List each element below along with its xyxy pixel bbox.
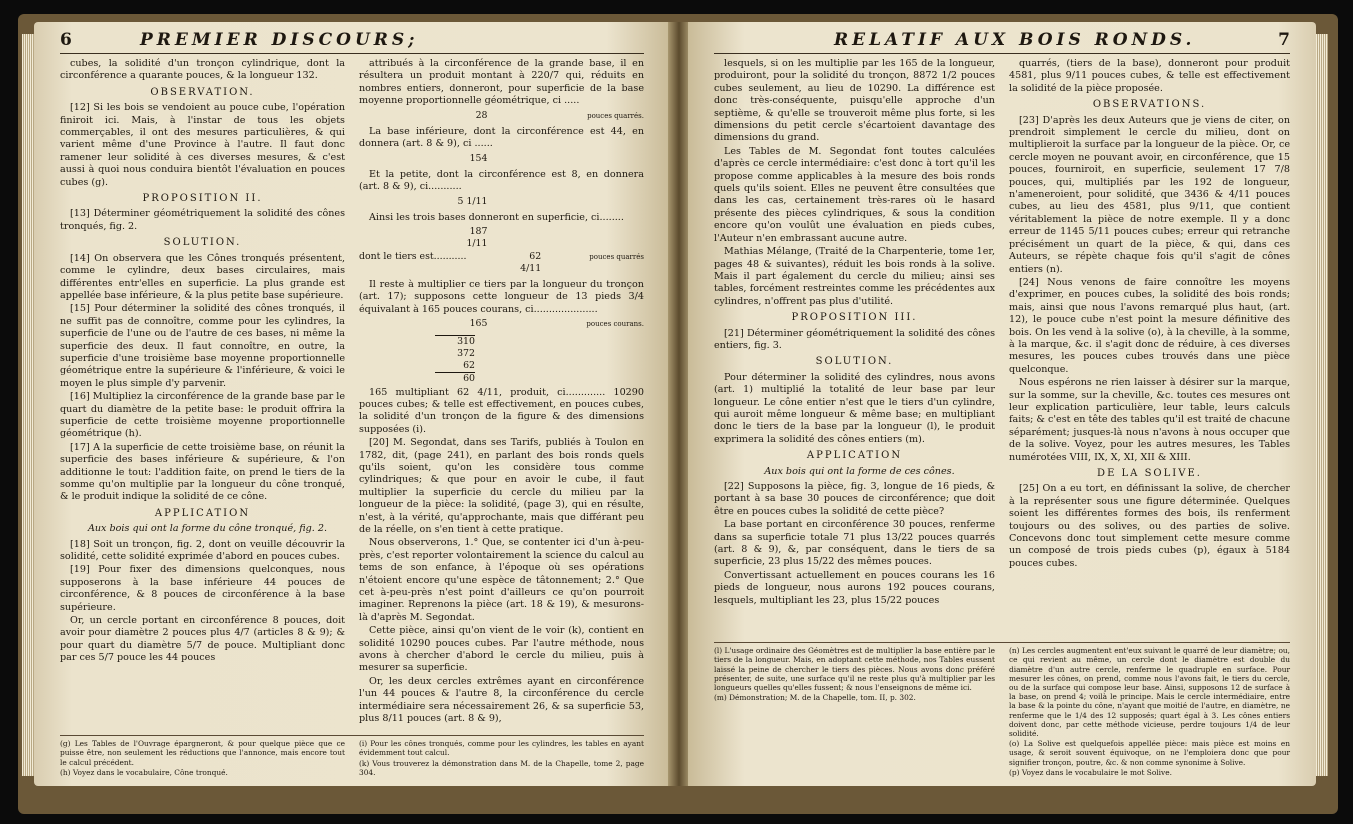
footnote: (m) Démonstration; M. de la Chapelle, tom. II, p. 302. xyxy=(714,693,916,703)
paragraph: Cette pièce, ainsi qu'on vient de le voir (k), contient en solidité 10290 pouces cubes. Par l'autre méthode, nous avons à chercher d'abord le cercle du milieu, puis à mesurer sa superficie. xyxy=(359,625,644,674)
calc-row xyxy=(359,251,644,275)
section-heading: APPLICATION xyxy=(806,450,903,462)
calc-value: 62 4/11 xyxy=(520,250,542,274)
paragraph: Or, les deux cercles extrêmes ayant en circonférence l'un 44 pouces & l'autre 8, la circonférence du cercle intermédiaire sera nécessairement 26, & sa superficie 53, plus 8/11 pouces (art. 8 & 9), xyxy=(359,675,644,725)
calc-value: 5 1/11 xyxy=(457,195,488,207)
calc-unit: pouces courans. xyxy=(586,320,644,329)
calc-row xyxy=(359,153,644,165)
partial-product: 60 xyxy=(435,372,475,385)
calc-line xyxy=(359,110,644,122)
paragraph: [16] Multipliez la circonférence de la grande base par le quart du diamètre de la petite base: le produit offrira la superficie de cette troisième moyenne proportionnelle géométrique (h). xyxy=(60,391,345,440)
paragraph: [18] Soit un tronçon, fig. 2, dont on veuille découvrir la solidité, cette solidité exprimée d'abord en pouces cubes. xyxy=(60,538,345,563)
paragraph: [15] Pour déterminer la solidité des cônes tronqués, il ne suffit pas de connoître, comme pour les cylindres, la superficie de l'une ou de l'autre de ces bases, ni même la superficie des deux. Il faut connoître, en outre, la superficie d'une troisième base moyenne proportionnelle géométrique entre la supérieure & l'inférieure, & voici le moyen le plus simple d'y parvenir. xyxy=(60,303,345,389)
section-heading: OBSERVATION. xyxy=(150,86,255,98)
paragraph: [24] Nous venons de faire connoître les moyens d'exprimer, en pouces cubes, la solidité des bois ronds; mais, ainsi que nous l'avons remarqué plus haut, (art. 12), le pouce cube n'est point la mesure définitive des bois. On les vend à la solive (o), à la cheville, à la somme, à la marque, &c. il s'agit donc de réduire, à ces diverses mesures, les pouces cubes trouvés dans une pièce quelconque. xyxy=(1009,276,1290,375)
calc-line xyxy=(359,318,644,330)
calc-unit xyxy=(582,196,644,208)
calc-line xyxy=(359,153,644,165)
paragraph: La base portant en circonférence 30 pouces, renferme dans sa superficie totale 71 plus 13/22 pouces quarrés (art. 8 & 9), &, par conséquent, dans le tiers de sa superficie, 23 plus 15/22 des mêmes pouces. xyxy=(714,519,995,568)
footnote: (k) Vous trouverez la démonstration dans M. de la Chapelle, tome 2, page 304. xyxy=(359,758,644,777)
section-heading: PROPOSITION II. xyxy=(142,193,263,205)
header-rule xyxy=(60,53,644,54)
right-running-head xyxy=(714,30,1290,52)
paragraph: [23] D'après les deux Auteurs que je viens de citer, on prendroit simplement le cercle du milieu, dont on multiplieroit la surface par la longueur de la pièce. Or, ce cercle moyen ne pouvant avoir, en circonférence, que 15 pouces, fourniroit, en superficie, seulement 17 7/8 pouces, qui, multipliés par les 192 de longueur, n'ameneroient, pour solidité, que 3436 & 4/11 pouces cubes, au lieu des 4581, plus 9/11, que contient véritablement la pièce de notre exemple. Il y a donc erreur de 1145 5/11 pouces cubes; erreur qui retranche précisément un quart de la pièce, & qui, dans ces Auteurs, se répète chaque fois qu'il s'agit de cônes entiers (n). xyxy=(1009,114,1290,275)
right-columns xyxy=(714,58,1290,668)
footnote: (i) Pour les cônes tronqués, comme pour les cylindres, les tables en ayant évidemment tout calcul. xyxy=(359,739,644,758)
running-title: RELATIF AUX BOIS RONDS. xyxy=(834,30,1196,50)
footnote: (h) Voyez dans le vocabulaire, Cône tronqué. xyxy=(60,767,228,777)
multiplication-column xyxy=(435,335,475,385)
paragraph: Nous observerons, 1.° Que, se contenter ici d'un à-peu-près, c'est reporter volontairement la science du calcul au tems de son enfance, à l'époque où ses opérations n'étoient encore qu'une espèce de tâtonnement; 2.° Que cet à-peu-près n'est point d'ailleurs ce qu'on pourroit imaginer. Reprenons la pièce (art. 18 & 19), & mesurons-là d'après M. Segondat. xyxy=(359,537,644,623)
paragraph: Or, un cercle portant en circonférence 8 pouces, doit avoir pour diamètre 2 pouces plus 4/7 (articles 8 & 9); & pour quart du diamètre 5/7 de pouce. Multipliant donc par ces 5/7 pouce les 44 pouces xyxy=(60,615,345,664)
paragraph: Ainsi les trois bases donneront en superficie, ci........ xyxy=(369,211,624,223)
right-page-edge xyxy=(1316,34,1328,776)
calc-line xyxy=(359,226,644,275)
running-title: PREMIER DISCOURS; xyxy=(140,30,419,50)
footnote: (n) Les cercles augmentent ent'eux suivant le quarré de leur diamètre; ou, ce qui revient au même, un cercle dont le diamètre est double du diamètre d'un autre cercle, renferme le quadruple en surface. Pour mesurer les cônes, on prend, comme nous l'avons fait, le tiers du cercle, ou de la surface qui compose leur base. Ainsi, supposons 12 de surface à la base, on prend 4; voilà le principe. Mais le cercle intermédiaire, entre la base & la pointe du cône, n'ayant que moitié de l'autre, en diamètre, ne renferme que le 1/4 des 12 supposés; quart égal à 3. Les cônes entiers doivent donc, par cette méthode vicieuse, perdre toujours 1/4 de leur solidité. xyxy=(1009,646,1290,738)
paragraph: 165 multipliant 62 4/11, produit, ci............. 10290 pouces cubes; & telle est effectivement, en pouces cubes, la solidité d'un tronçon de la figure & des dimensions supposées (i). xyxy=(359,386,644,435)
right-page xyxy=(688,22,1316,786)
paragraph: Pour déterminer la solidité des cylindres, nous avons (art. 1) multiplié la totalité de leur base par leur longueur. Le cône entier n'est que le tiers d'un cylindre, qui auroit même longueur & même base; en multipliant donc le tiers de la base par la longueur (l), le produit exprimera la solidité des cônes entiers (m). xyxy=(714,371,995,445)
left-page-edge xyxy=(22,34,34,776)
calc-label: dont le tiers est........... xyxy=(359,250,467,262)
left-running-head xyxy=(60,30,644,52)
footnote: (o) La Solive est quelquefois appellée pièce: mais pièce est moins en usage, & seroit souvent équivoque, on ne l'emploiera donc que pour signifier tronçon, poutre, &c. & non comme synonime à Solive. xyxy=(1009,739,1290,767)
paragraph: [22] Supposons la pièce, fig. 3, longue de 16 pieds, & portant à sa base 30 pouces de circonférence; que doit être en pouces cubes la solidité de cette pièce? xyxy=(714,481,995,517)
page-number: 6 xyxy=(60,30,72,50)
calc-row xyxy=(359,226,644,250)
section-heading: DE LA SOLIVE. xyxy=(1097,468,1202,479)
paragraph: Convertissant actuellement en pouces courans les 16 pieds de longueur, nous aurons 192 pouces courans, lesquels, multipliant les 23, plus 15/22 pouces xyxy=(714,569,995,606)
partial-product: 372 xyxy=(457,347,475,359)
section-heading: SOLUTION. xyxy=(163,237,242,249)
paragraph: [14] On observera que les Cônes tronqués présentent, comme le cylindre, deux bases circulaires, mais différentes entr'elles en superficie. La plus grande est appellée base inférieure, & la plus petite base supérieure. xyxy=(60,252,345,301)
calc-row xyxy=(359,196,644,208)
paragraph: attribués à la circonférence de la grande base, il en résultera un produit montant à 220/7 qui, réduits en nombres entiers, donneront, pour superficie de la base moyenne proportionnelle géométrique, ci ..... xyxy=(359,58,644,107)
partial-product: 62 xyxy=(463,359,475,371)
right-footnotes xyxy=(714,642,1290,778)
paragraph: Et la petite, dont la circonférence est 8, en donnera (art. 8 & 9), ci........... xyxy=(359,168,644,193)
calc-value: 187 1/11 xyxy=(466,226,488,250)
calc-value: 28 xyxy=(475,109,488,121)
calc-row xyxy=(359,110,644,122)
left-footnotes xyxy=(60,735,644,778)
paragraph: La base inférieure, dont la circonférence est 44, en donnera (art. 8 & 9), ci ...... xyxy=(359,125,644,150)
paragraph: [25] On a eu tort, en définissant la solive, de chercher à la représenter sous une figure déterminée. Quelques soient les différentes formes des bois, ils renferment toujours ou des solives, ou des parties de solive. Concevons donc tout simplement cette mesure comme un composé de trois pieds cubes (p), égaux à 5184 pouces cubes. xyxy=(1009,483,1290,569)
section-heading: OBSERVATIONS. xyxy=(1092,99,1207,111)
footnote: (p) Voyez dans le vocabulaire le mot Solive. xyxy=(1009,767,1172,777)
paragraph: Les Tables de M. Segondat font toutes calculées d'après ce cercle intermédiaire: c'est donc à tort qu'il les propose comme applicables à la mesure des bois ronds quels qu'ils soient. Elles ne peuvent être consultées que dans les cas, certainement très-rares où le hasard présente des pièces cylindriques, & sous la condition encore qu'on voulût une évaluation en pieds cubes, l'Auteur n'en embrassant aucune autre. xyxy=(714,145,995,244)
calc-value: 165 xyxy=(469,318,488,330)
paragraph: Il reste à multiplier ce tiers par la longueur du tronçon (art. 17); supposons cette longueur de 13 pieds 3/4 équivalant à 165 pouces courans, ci..................... xyxy=(359,279,644,315)
paragraph: [21] Déterminer géométriquement la solidité des cônes entiers, fig. 3. xyxy=(714,327,995,351)
paragraph: [13] Déterminer géométriquement la solidité des cônes tronqués, fig. 2. xyxy=(60,208,345,232)
partial-product: 310 xyxy=(435,335,475,348)
paragraph: Mathias Mélange, (Traité de la Charpenterie, tome 1er, pages 48 & suivantes), réduit les bois ronds à la solive. Mais il part également du cercle du milieu; ainsi ses tables, forcément restreintes comme les précédentes aux cylindres, n'offrent pas plus d'utilité. xyxy=(714,246,995,307)
left-page xyxy=(34,22,670,786)
section-heading: PROPOSITION III. xyxy=(791,312,918,324)
paragraph: [12] Si les bois se vendoient au pouce cube, l'opération finiroit ici. Mais, à l'instar de tous les objets commerçables, il ont des mesures particulières, & qui varient même d'une Province à l'autre. Il faut donc ramener leur solidité à ces diverses mesures, & c'est aussi à quoi nous conduira bientôt l'évaluation en pouces cubes (g). xyxy=(60,102,345,188)
calc-unit xyxy=(582,226,644,250)
right-column-1 xyxy=(714,58,995,668)
calc-value: 154 xyxy=(469,152,488,164)
paragraph: quarrés, (tiers de la base), donneront pour produit 4581, plus 9/11 pouces cubes, & telle est effectivement la solidité de la pièce proposée. xyxy=(1009,58,1290,94)
page-number: 7 xyxy=(1278,30,1290,50)
right-column-2 xyxy=(1009,58,1290,668)
calc-row xyxy=(359,318,644,330)
calc-line xyxy=(359,196,644,208)
paragraph: lesquels, si on les multiplie par les 165 de la longueur, produiront, pour la solidité du tronçon, 8872 1/2 pouces cubes seulement, au lieu de 10290. La différence est donc très-conséquente, puisqu'elle approche d'un septième, & qu'elle se trouveroit même plus forte, si les dimensions du petit cercle s'écartoient davantage des dimensions du grand. xyxy=(714,58,995,144)
paragraph: [17] A la superficie de cette troisième base, on réunit la superficie des bases inférieure & supérieure, & l'on additionne le tout: l'addition faite, on prend le tiers de la somme qu'on multiplie par la longueur du cône tronqué, & le produit indique la solidité de ce cône. xyxy=(60,441,345,503)
book-gutter xyxy=(668,22,690,786)
paragraph: Nous espérons ne rien laisser à désirer sur la marque, sur la somme, sur la cheville, &c. toutes ces mesures ont leur explication particulière, leur table, leurs calculs faits; & c'est en tête des tables qu'il est traité de chacune séparément; jusques-là nous n'avons à nous occuper que de la solive. Voyez, pour les autres mesures, les Tables numérotées VIII, IX, X, XI, XII & XIII. xyxy=(1009,377,1290,463)
header-rule xyxy=(714,53,1290,54)
calc-unit: pouces quarrés xyxy=(589,252,644,261)
calc-unit: pouces quarrés. xyxy=(587,111,644,120)
section-heading: SOLUTION. xyxy=(815,356,894,368)
paragraph: cubes, la solidité d'un tronçon cylindrique, dont la circonférence a quarante pouces, & la longueur 132. xyxy=(60,58,345,82)
left-columns xyxy=(60,58,644,725)
left-column-2 xyxy=(359,58,644,725)
section-subtitle: Aux bois qui ont la forme de ces cônes. xyxy=(764,465,955,477)
footnote: (l) L'usage ordinaire des Géomètres est de multiplier la base entière par le tiers de la longueur. Mais, en adoptant cette méthode, nos Tables eussent laissé la peine de chercher le tiers des pièces. Nous avons donc préféré présenter, de suite, une surface qu'il ne reste plus qu'à multiplier par les longueurs quelles qu'elles fussent; & nous l'enseignons de même ici. xyxy=(714,646,995,692)
section-heading: APPLICATION xyxy=(154,507,251,519)
calc-unit xyxy=(582,153,644,165)
footnote: (g) Les Tables de l'Ouvrage épargneront, & pour quelque pièce que ce puisse être, non seulement les réductions que l'annonce, mais encore tout le calcul précédent. xyxy=(60,739,345,767)
paragraph: [20] M. Segondat, dans ses Tarifs, publiés à Toulon en 1782, dit, (page 241), en parlant des bois ronds quels qu'ils soient, qu'on les considère tous comme cylindriques; & que pour en avoir le cube, il faut multiplier la superficie du cercle du milieu par la longueur de la pièce: la solidité, (page 3), qui en résulte, n'est, à la vérité, qu'approchante, mais que différant peu de la réelle, on s'en tient à cette pratique. xyxy=(359,437,644,535)
section-subtitle: Aux bois qui ont la forme du cône tronqué, fig. 2. xyxy=(87,523,328,535)
paragraph: [19] Pour fixer des dimensions quelconques, nous supposerons à la base inférieure 44 pouces de circonférence, & 8 pouces de circonférence à la base supérieure. xyxy=(60,564,345,613)
left-column-1 xyxy=(60,58,345,668)
